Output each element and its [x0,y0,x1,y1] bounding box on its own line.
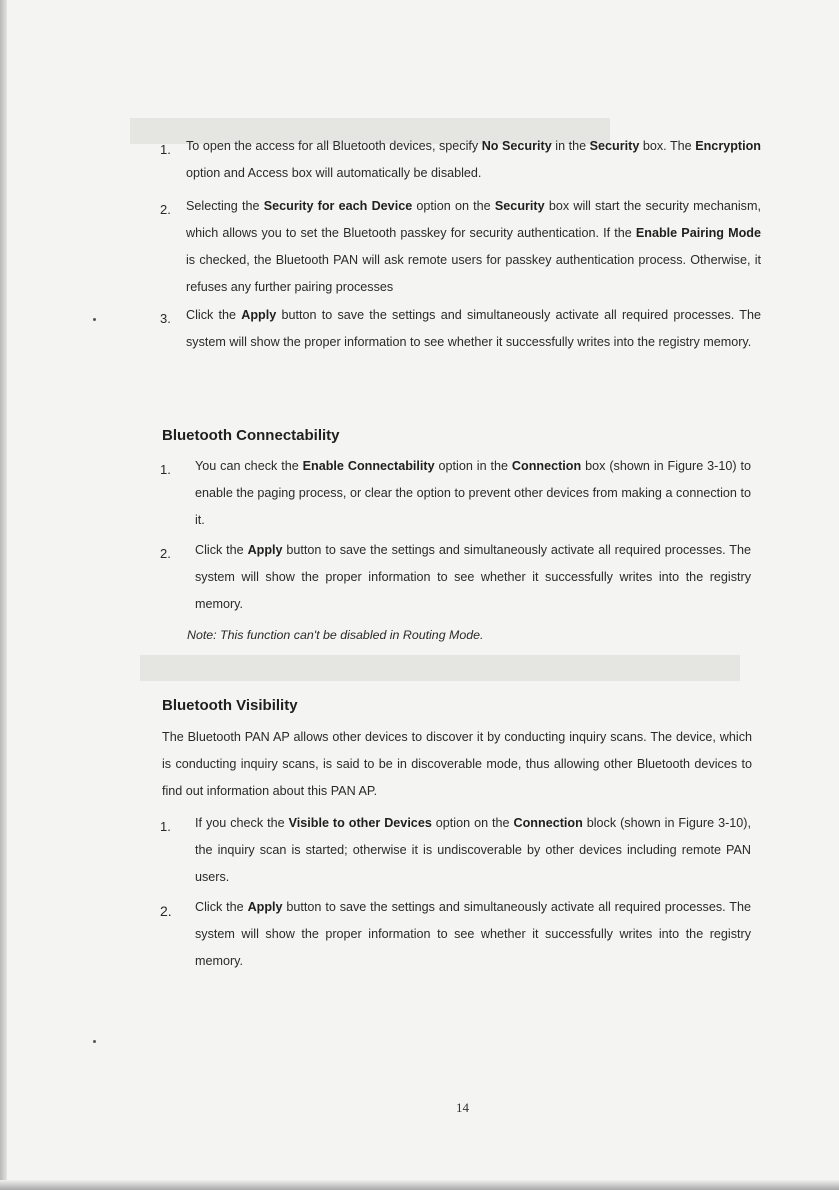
text-run: option on the [412,199,495,213]
list-number: 1. [160,142,171,157]
page-number: 14 [456,1100,469,1115]
list-number: 3. [160,311,171,326]
bold-term: Visible to other Devices [288,816,432,830]
step-text [186,302,761,356]
list-number: 2. [160,546,171,561]
step-text [186,193,761,301]
text-run: option in the [434,459,512,473]
scan-speck [93,1040,96,1043]
step-text [195,810,751,891]
text-run: button to save the settings and simultaneously activate all required processes. The system will show the proper information to see whether it successfully writes into the registry memory. [186,308,761,349]
text-run: box. The [639,139,696,153]
scan-speck [93,318,96,321]
text-run: is checked, the Bluetooth PAN will ask remote users for passkey authentication process. Otherwise, it refuses any further pairing processes [186,253,761,294]
list-number: 1. [160,819,171,834]
bold-term: Connection [513,816,583,830]
text-run: Click the [186,308,242,322]
bold-term: Enable Pairing Mode [635,226,761,240]
step-text [186,133,761,187]
text-run: Click the [195,543,248,557]
bold-term: Connection [511,459,582,473]
bold-term: No Security [481,139,552,153]
page-edge-shadow [0,0,7,1190]
bold-term: Security for each Device [263,199,413,213]
text-run: option on the [431,816,514,830]
bold-term: Encryption [695,139,761,153]
bold-term: Apply [241,308,277,322]
text-run: If you check the [195,816,289,830]
list-number: 2. [160,202,171,217]
text-run: box will start the security mechanism, which allows you to set the Bluetooth passkey for security authentication. If the [186,199,761,240]
bold-term: Apply [247,543,283,557]
text-run: box (shown in Figure 3-10) to enable the paging process, or clear the option to prevent other devices from making a connection to it. [195,459,751,527]
text-run: button to save the settings and simultaneously activate all required processes. The system will show the proper information to see whether it successfully writes into the registry memory. [195,900,752,968]
scan-artifact-band [140,655,740,681]
list-number: 2. [160,903,172,919]
step-text [195,453,751,534]
section-heading-visibility: Bluetooth Visibility [162,697,298,714]
text-run: Click the [195,900,248,914]
list-number: 1. [160,462,171,477]
page-bottom-shadow [0,1180,839,1190]
text-run: option and Access box will automatically be disabled. [186,166,482,180]
text-run: To open the access for all Bluetooth devices, specify [186,139,482,153]
text-run: button to save the settings and simultaneously activate all required processes. The system will show the proper information to see whether it successfully writes into the registry memory. [195,543,752,611]
section-heading-connectability: Bluetooth Connectability [162,427,340,444]
text-run: You can check the [195,459,303,473]
step-text [195,537,751,618]
bold-term: Security [494,199,545,213]
step-text [195,894,751,975]
note-text: Note: This function can't be disabled in Routing Mode. [187,628,484,642]
bold-term: Security [589,139,640,153]
text-run: in the [551,139,590,153]
text-run: Selecting the [186,199,264,213]
bold-term: Apply [247,900,283,914]
intro-paragraph: The Bluetooth PAN AP allows other devices to discover it by conducting inquiry scans. The device, which is conducting inquiry scans, is said to be in discoverable mode, thus allowing other Bluetooth devices to find out information about this PAN AP. [162,730,752,798]
bold-term: Enable Connectability [302,459,435,473]
text-run: block (shown in Figure 3-10), the inquiry scan is started; otherwise it is undiscoverable by other devices including remote PAN users. [195,816,751,884]
